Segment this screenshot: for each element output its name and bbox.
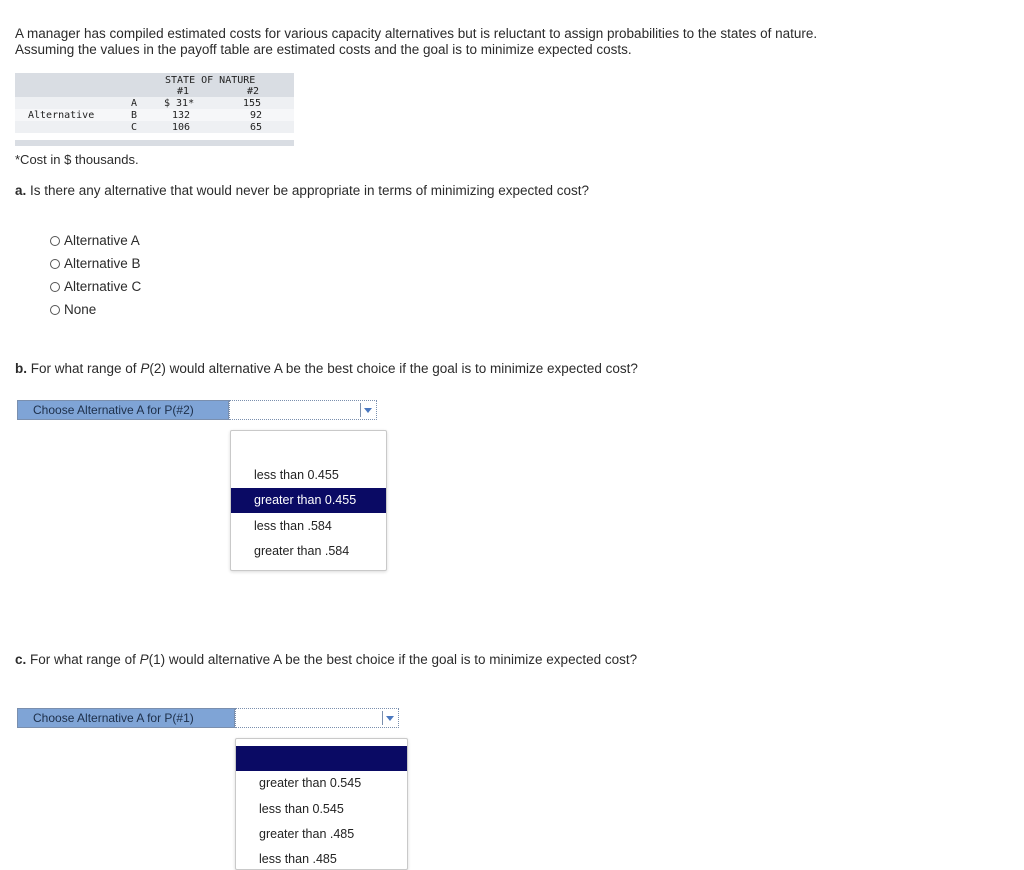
question-b-text-before: For what range of <box>27 361 141 376</box>
table-alt-a: A <box>131 98 138 109</box>
dropdown-option[interactable]: greater than .584 <box>254 544 350 558</box>
dropdown-option[interactable]: less than 0.545 <box>259 802 344 816</box>
question-c-text-after: (1) would alternative A be the best choice if the goal is to minimize expected cost? <box>148 652 638 667</box>
table-col-2-header: #2 <box>247 86 260 97</box>
question-b-select-field[interactable] <box>229 400 377 420</box>
question-a-text: Is there any alternative that would never be appropriate in terms of minimizing expected cost? <box>26 183 590 198</box>
question-c <box>15 652 637 667</box>
table-a-c2: 155 <box>243 98 262 109</box>
table-alt-c: C <box>131 122 138 133</box>
dropdown-option[interactable]: greater than .485 <box>259 827 355 841</box>
table-b-c2: 92 <box>250 110 263 121</box>
question-b <box>15 361 638 376</box>
table-a-c1: $ 31* <box>164 98 195 109</box>
option-label: Alternative A <box>64 233 140 248</box>
option-alternative-b[interactable] <box>50 252 141 275</box>
dropdown-option[interactable]: less than .485 <box>259 852 337 866</box>
question-a <box>15 183 589 198</box>
table-col-1-header: #1 <box>177 86 190 97</box>
option-none[interactable] <box>50 298 141 321</box>
question-c-prefix: c. <box>15 652 27 667</box>
intro-line-1: A manager has compiled estimated costs for various capacity alternatives but is reluctant to assign probabilities to the states of nature. <box>15 26 818 41</box>
cost-footnote: *Cost in $ thousands. <box>15 152 139 167</box>
radio-button[interactable] <box>50 305 60 315</box>
question-a-options <box>50 229 141 321</box>
radio-button[interactable] <box>50 259 60 269</box>
chevron-down-icon[interactable] <box>360 403 374 417</box>
option-label: None <box>64 302 97 317</box>
table-alt-b: B <box>131 110 138 121</box>
question-b-select-label: Choose Alternative A for P(#2) <box>17 400 229 420</box>
dropdown-option[interactable]: greater than 0.545 <box>259 776 362 790</box>
table-b-c1: 132 <box>172 110 191 121</box>
table-c-c1: 106 <box>172 122 191 133</box>
radio-button[interactable] <box>50 282 60 292</box>
dropdown-option-highlighted[interactable]: greater than 0.455 <box>231 488 386 513</box>
chevron-down-icon[interactable] <box>382 711 396 725</box>
dropdown-option[interactable]: less than 0.455 <box>254 468 339 482</box>
question-c-dropdown <box>235 738 408 870</box>
question-c-text-before: For what range of <box>26 652 140 667</box>
dropdown-option-highlighted[interactable] <box>236 746 407 771</box>
question-b-select[interactable] <box>17 400 377 420</box>
question-b-dropdown <box>230 430 387 571</box>
question-c-select[interactable] <box>17 708 399 728</box>
dropdown-option[interactable]: less than .584 <box>254 519 332 533</box>
table-header-state-of-nature: STATE OF NATURE <box>165 75 256 86</box>
question-c-var: P <box>139 652 149 667</box>
question-b-var: P <box>140 361 150 376</box>
question-b-prefix: b. <box>15 361 27 376</box>
table-c-c2: 65 <box>250 122 263 133</box>
payoff-table <box>15 73 294 146</box>
option-label: Alternative C <box>64 279 142 294</box>
table-row-label: Alternative <box>28 110 95 121</box>
radio-button[interactable] <box>50 236 60 246</box>
option-label: Alternative B <box>64 256 141 271</box>
question-c-select-label: Choose Alternative A for P(#1) <box>17 708 235 728</box>
question-a-prefix: a. <box>15 183 27 198</box>
problem-intro <box>15 26 995 58</box>
option-alternative-a[interactable] <box>50 229 141 252</box>
question-c-select-field[interactable] <box>235 708 399 728</box>
question-b-text-after: (2) would alternative A be the best choice if the goal is to minimize expected cost? <box>149 361 638 376</box>
option-alternative-c[interactable] <box>50 275 141 298</box>
intro-line-2: Assuming the values in the payoff table are estimated costs and the goal is to minimize expected costs. <box>15 42 632 57</box>
